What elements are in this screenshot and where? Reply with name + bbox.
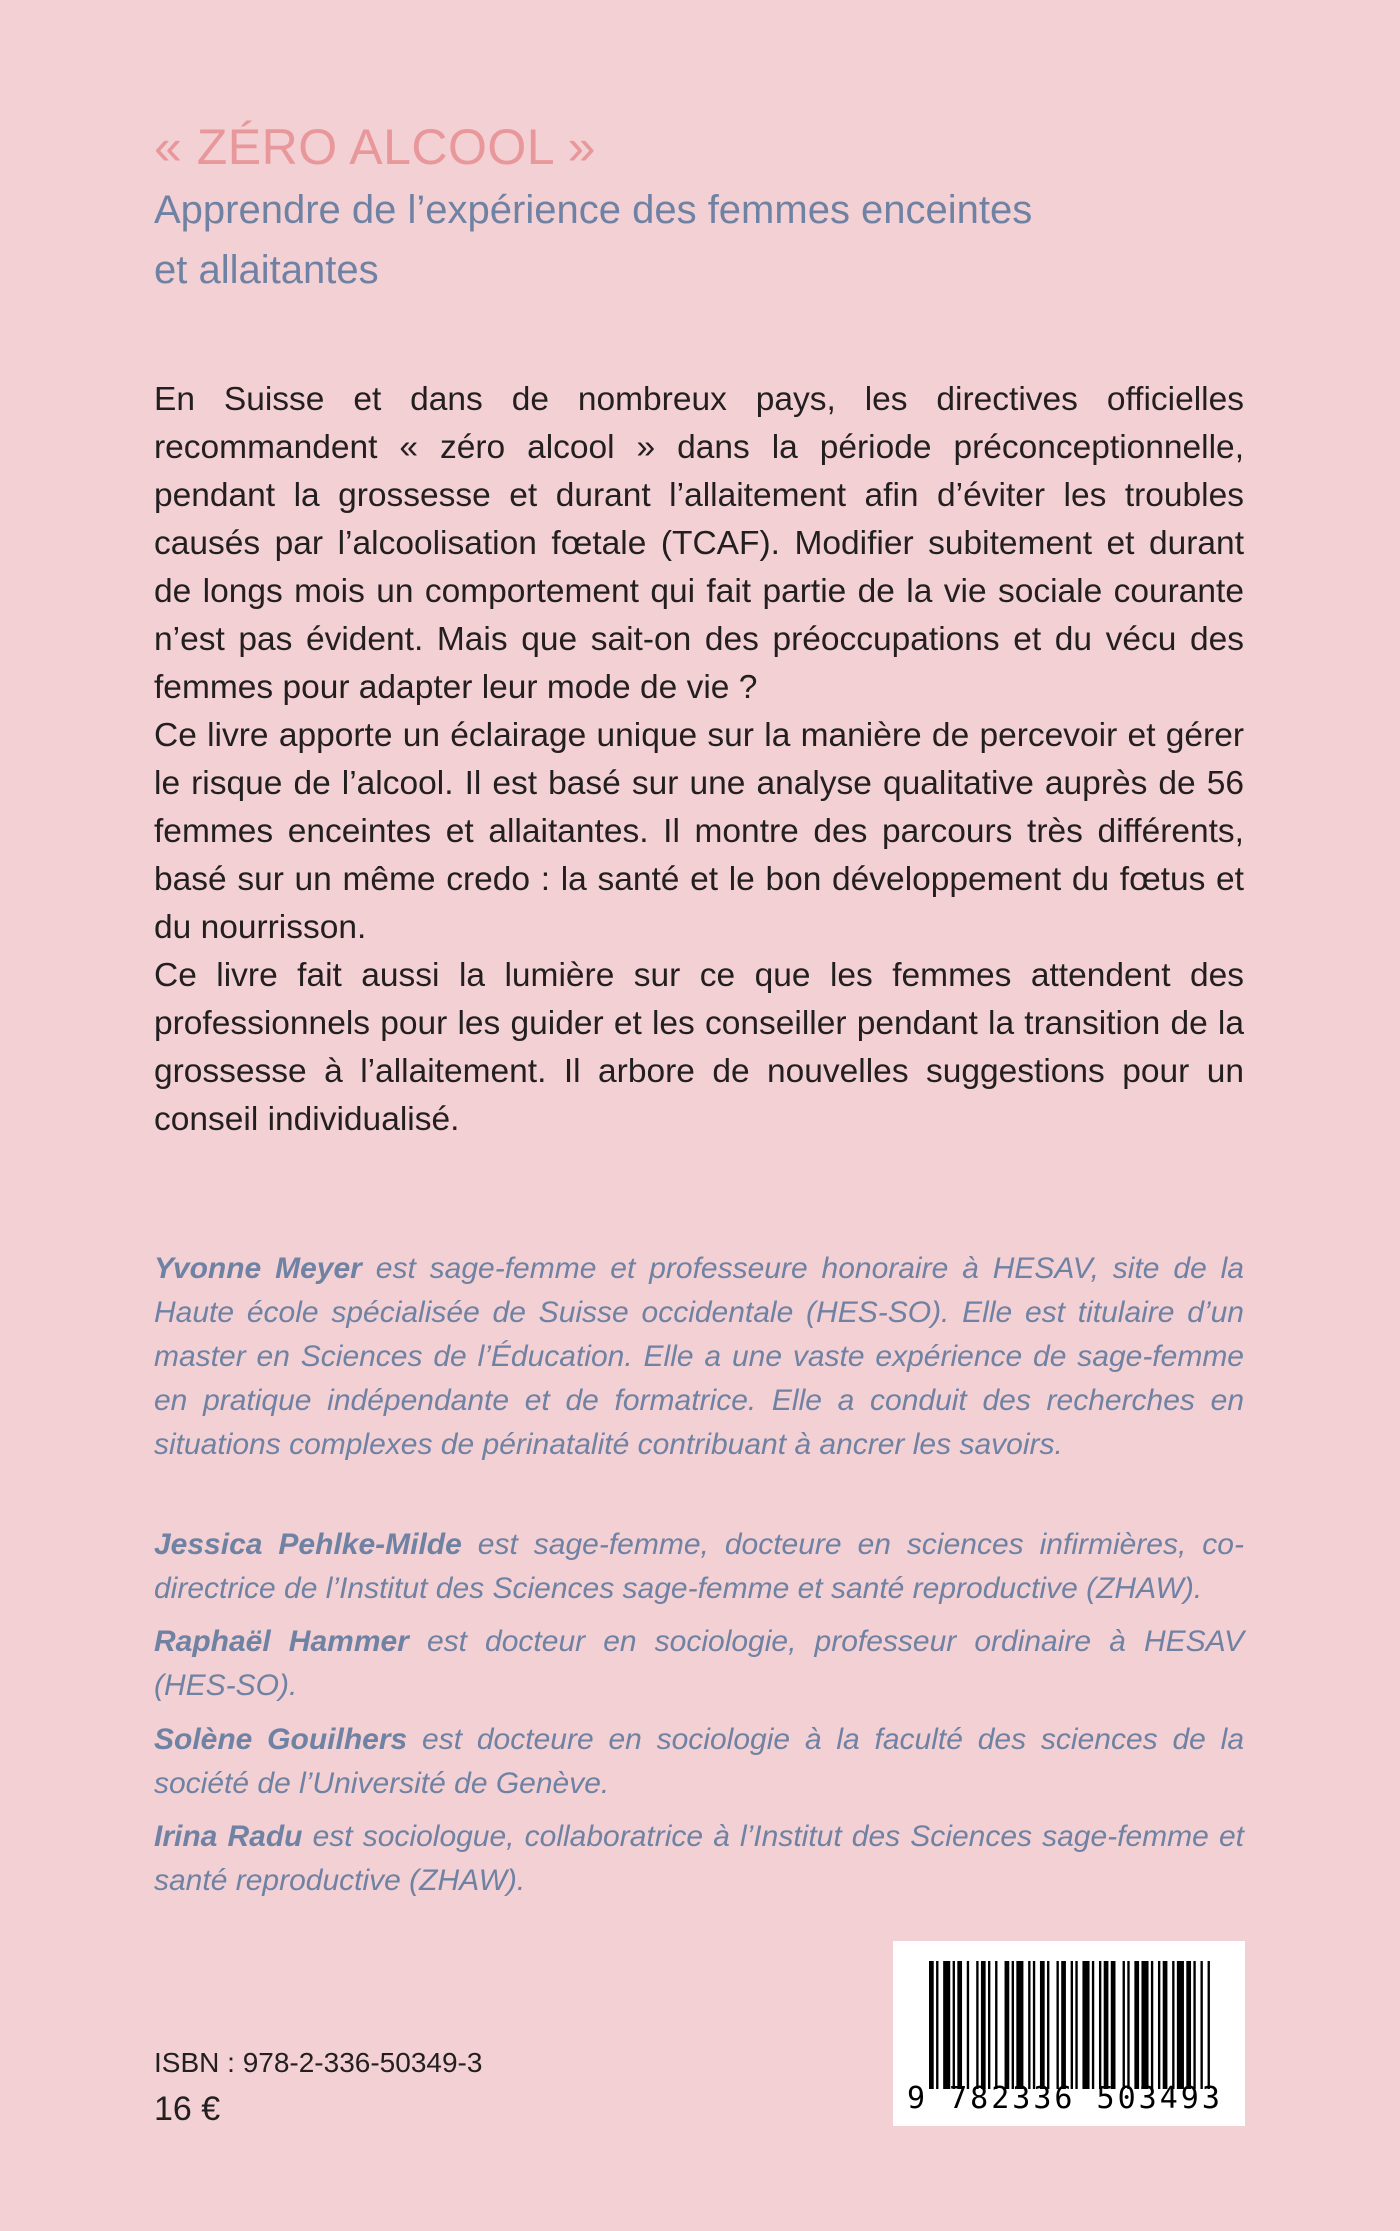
book-title: « ZÉRO ALCOOL » <box>154 119 596 175</box>
barcode-bar <box>1016 1961 1023 2089</box>
barcode <box>893 1941 1245 2126</box>
barcode-bar <box>967 1961 969 2089</box>
author-bio-text: est sage-femme, docteure en sciences infirmières, co-directrice de l’Institut des Sciences sage-femme et santé reproductive (ZHAW). <box>154 1528 1244 1605</box>
barcode-digits: 9 782336 503493 <box>907 2081 1223 2116</box>
author-bio <box>154 1247 1244 1467</box>
barcode-bar <box>1047 1961 1049 2089</box>
author-name: Jessica Pehlke-Milde <box>154 1528 462 1561</box>
barcode-bar <box>943 1961 950 2089</box>
barcode-bar <box>981 1961 986 2089</box>
summary-paragraph: Ce livre apporte un éclairage unique sur la manière de percevoir et gérer le risque de l’alcool. Il est basé sur une analyse qualitative auprès de 56 femmes enceintes et allaitantes. Il montre des parcours très différents, basé sur un même credo : la santé et le bon développement du fœtus et du nourrisson. <box>154 717 1244 946</box>
barcode-bar <box>1005 1961 1010 2089</box>
barcode-bar <box>988 1961 990 2089</box>
barcode-bar <box>1075 1961 1077 2089</box>
barcode-bar <box>1082 1961 1089 2089</box>
summary-paragraph: En Suisse et dans de nombreux pays, les directives officielles recommandent « zéro alcool » dans la période préconceptionnelle, pendant la grossesse et durant l’allaitement afin d’éviter les troubles causés par l’alcoolisation fœtale (TCAF). Modifier subitement et durant de longs mois un comportement qui fait partie de la vie sociale courante n’est pas évident. Mais que sait-on des préoccupations et du vécu des femmes pour adapter leur mode de vie ? <box>154 381 1244 706</box>
barcode-bar <box>1200 1961 1202 2089</box>
author-bio <box>154 1718 1244 1806</box>
barcode-bar <box>976 1961 978 2089</box>
barcode-bars <box>929 1961 1217 2089</box>
book-subtitle <box>154 180 1154 300</box>
author-bio-text: est sage-femme et professeure honoraire à HESAV, site de la Haute école spécialisée de Suisse occidentale (HES-SO). Elle est titulaire d’un master en Sciences de l’Éducation. Elle a une vaste expérience de sage-femme en pratique indépendante et de formatrice. Elle a conduit des recherches en situations complexes de périnatalité contribuant à ancrer les savoirs. <box>154 1252 1244 1461</box>
barcode-bar <box>1104 1961 1109 2089</box>
barcode-bar <box>1177 1961 1184 2089</box>
author-bio-text: est docteur en sociologie, professeur ordinaire à HESAV (HES-SO). <box>154 1625 1244 1702</box>
barcode-bar <box>1163 1961 1168 2089</box>
author-bio <box>154 1523 1244 1611</box>
barcode-bar <box>1033 1961 1035 2089</box>
author-bio-text: est sociologue, collaboratrice à l’Institut des Sciences sage-femme et santé reproductive (ZHAW). <box>154 1820 1244 1897</box>
barcode-bar <box>1127 1961 1129 2089</box>
barcode-bar <box>1099 1961 1101 2089</box>
book-summary <box>154 376 1244 1144</box>
barcode-bar <box>1061 1961 1066 2089</box>
barcode-bar <box>1186 1961 1191 2089</box>
author-name: Irina Radu <box>154 1820 303 1853</box>
author-bio-text: est docteure en sociologie à la faculté des sciences de la société de l’Université de Genève. <box>154 1723 1245 1800</box>
barcode-bar <box>957 1961 962 2089</box>
barcode-bar <box>995 1961 997 2089</box>
subtitle-line: et allaitantes <box>154 248 379 292</box>
author-name: Raphaël Hammer <box>154 1625 409 1658</box>
subtitle-line: Apprendre de l’expérience des femmes enceintes <box>154 188 1033 232</box>
author-bio <box>154 1620 1244 1708</box>
barcode-bar <box>929 1961 934 2089</box>
barcode-bar <box>1172 1961 1174 2089</box>
barcode-bar <box>1040 1961 1045 2089</box>
summary-paragraph: Ce livre fait aussi la lumière sur ce que les femmes attendent des professionnels pour les guider et les conseiller pendant la transition de la grossesse à l’allaitement. Il arbore de nouvelles suggestions pour un conseil individualisé. <box>154 957 1244 1138</box>
author-name: Solène Gouilhers <box>154 1723 408 1756</box>
barcode-bar <box>1123 1961 1125 2089</box>
isbn-label: ISBN : 978-2-336-50349-3 <box>154 2047 483 2078</box>
price-label: 16 € <box>154 2090 221 2128</box>
barcode-bar <box>1092 1961 1094 2089</box>
barcode-bar <box>936 1961 938 2089</box>
barcode-bar <box>1193 1961 1195 2089</box>
barcode-bar <box>1158 1961 1160 2089</box>
barcode-bar <box>1012 1961 1014 2089</box>
barcode-bar <box>1056 1961 1058 2089</box>
barcode-bar <box>1134 1961 1139 2089</box>
barcode-bar <box>1071 1961 1073 2089</box>
barcode-bar <box>953 1961 955 2089</box>
author-name: Yvonne Meyer <box>154 1252 362 1285</box>
barcode-bar <box>1028 1961 1030 2089</box>
barcode-bar <box>1151 1961 1153 2089</box>
author-bio <box>154 1815 1244 1903</box>
barcode-bar <box>1111 1961 1116 2089</box>
barcode-bar <box>1208 1961 1210 2089</box>
barcode-bar <box>1141 1961 1148 2089</box>
